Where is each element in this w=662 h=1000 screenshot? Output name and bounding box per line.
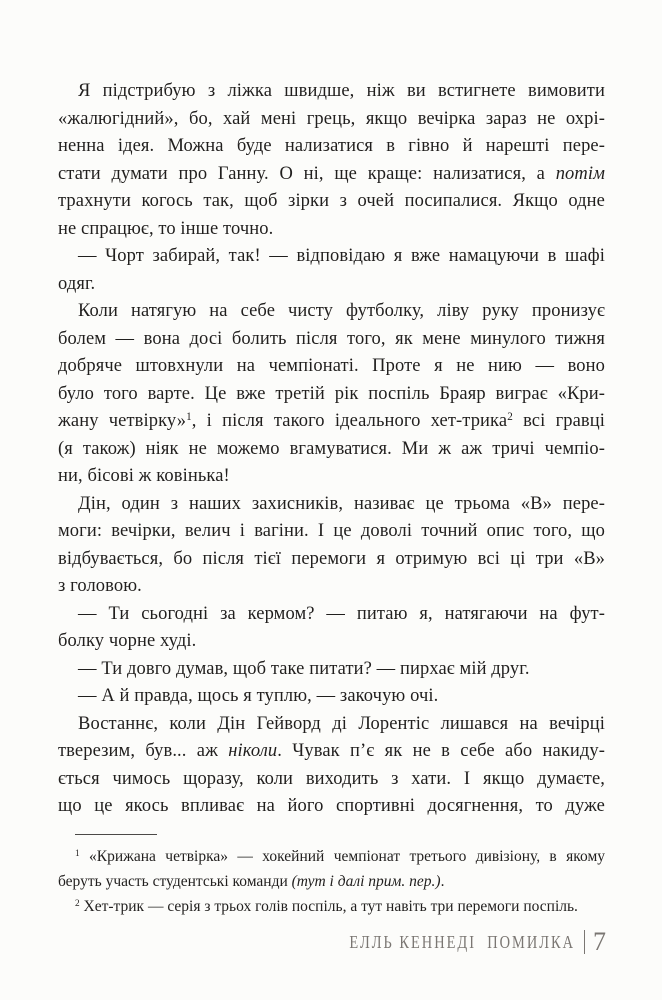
footer-meta (349, 932, 575, 953)
text-line (58, 188, 605, 216)
text-segment: тверезим, був... аж (58, 741, 229, 761)
text-segment: всі гравці (512, 411, 605, 431)
text-segment: що це якось впливає на його спортивні досягнення, то дуже (58, 796, 605, 816)
footnote-marker: 1 (75, 848, 80, 859)
footer-page-number: 7 (593, 927, 606, 956)
text-line (58, 656, 605, 684)
text-line (58, 326, 605, 354)
text-line (58, 546, 605, 574)
footer-book-title: ПОМИЛКА (487, 931, 575, 952)
text-segment: ни, бісові ж ковінька! (58, 466, 230, 486)
text-line (58, 436, 605, 464)
text-segment: моги: вечірки, велич і вагіни. І це доволі точний опис того, що (58, 521, 605, 541)
footnote-marker: 2 (75, 898, 80, 909)
text-segment: Дін, один з наших захисників, називає це трьома «В» пере- (78, 493, 605, 514)
paragraph (58, 711, 605, 821)
text-line (58, 243, 605, 271)
text-segment: (тут і далі прим. пер.) (291, 872, 441, 890)
text-line (58, 381, 605, 409)
text-segment: трахнути когось так, щоб зірки з очей посипалися. Якщо одне (58, 191, 605, 211)
text-segment: жану четвірку» (58, 411, 187, 431)
text-segment: — Чорт забирай, так! — відповідаю я вже намацуючи в шафі (78, 246, 605, 266)
text-line (58, 738, 605, 766)
text-segment: стати думати про Ганну. О ні, ще краще: нализатися, а (58, 163, 556, 184)
text-line (58, 271, 605, 299)
text-line (58, 216, 605, 244)
paragraph (58, 656, 605, 684)
text-line (58, 78, 605, 106)
text-segment: потім (555, 163, 605, 184)
text-segment: болем — вона досі болить після того, як мене минулого тижня (58, 328, 605, 349)
text-segment: «Крижана четвірка» — хокейний чемпіонат третього дивізіону, в якому (79, 847, 605, 865)
text-segment: Востаннє, коли Дін Гейворд ді Лорентіс лишався на вечірці (78, 713, 605, 734)
text-segment: (я також) ніяк не можемо вгамуватися. Ми ж аж тричі чемпіо- (58, 438, 605, 459)
text-line (58, 106, 605, 134)
footnote-marker: 2 (507, 411, 513, 424)
text-line (58, 161, 605, 189)
text-segment: ніколи (228, 741, 278, 761)
footnote (58, 894, 605, 919)
text-line (58, 298, 605, 326)
text-segment: ненна ідея. Можна буде нализатися в гівно й нарешті пере- (58, 136, 605, 156)
text-line (58, 601, 605, 629)
footer-author: ЕЛЛЬ КЕННЕДІ (349, 931, 477, 952)
text-segment: Коли натягую на себе чисту футболку, ліву руку пронизує (78, 301, 605, 321)
text-segment: одяг. (58, 273, 96, 294)
paragraph (58, 491, 605, 601)
text-segment: з головою. (58, 576, 142, 596)
text-segment: . (440, 872, 445, 890)
text-segment: — А й правда, щось я туплю, — закочую очі. (78, 686, 439, 706)
text-line (58, 894, 605, 919)
paragraph (58, 683, 605, 711)
text-line (58, 491, 605, 519)
paragraph (58, 298, 605, 491)
text-segment: не спрацює, то інше точно. (58, 218, 274, 239)
footnote (58, 844, 605, 894)
text-line (58, 844, 605, 869)
page-footer (293, 929, 606, 955)
text-line (58, 766, 605, 794)
text-segment: «жалюгідний», бо, хай мені грець, якщо вечірка зараз не охрі- (58, 108, 605, 129)
text-line (58, 711, 605, 739)
text-segment: . Чувак п’є як не в себе або накиду- (277, 741, 605, 761)
footnotes-separator (75, 834, 157, 835)
footnotes (58, 844, 605, 919)
text-line (58, 408, 605, 436)
text-segment: Я підстрибую з ліжка швидше, ніж ви встигнете вимовити (78, 81, 605, 101)
text-segment: — Ти сьогодні за кермом? — питаю я, натягаючи на фут- (78, 603, 605, 624)
text-line (58, 463, 605, 491)
text-segment: Хет-трик — серія з трьох голів поспіль, а тут навіть три перемоги поспіль. (79, 897, 578, 915)
text-line (58, 793, 605, 821)
body-text (58, 78, 605, 821)
footer-divider (584, 930, 585, 954)
text-segment: — Ти довго думав, щоб таке питати? — пирхає мій друг. (78, 658, 530, 679)
text-line (58, 133, 605, 161)
footnote-marker: 1 (186, 411, 192, 424)
text-line (58, 518, 605, 546)
text-segment: беруть участь студентські команди (58, 872, 292, 890)
text-line (58, 869, 605, 894)
text-segment: відбувається, бо після тієї перемоги я отримую всі ці три «В» (58, 548, 605, 569)
text-segment: добряче штовхнули на чемпіонаті. Проте я не нию — воно (58, 356, 605, 376)
paragraph (58, 78, 605, 243)
text-segment: , і після такого ідеального хет-трика (191, 411, 508, 431)
text-segment: ється чимось щоразу, коли виходить з хати. І якщо думаєте, (58, 768, 605, 789)
text-line (58, 353, 605, 381)
text-segment: болку чорне худі. (58, 631, 197, 651)
paragraph (58, 243, 605, 298)
text-line (58, 683, 605, 711)
text-line (58, 628, 605, 656)
text-segment: було того варте. Це вже третій рік поспіль Браяр виграє «Кри- (58, 383, 605, 404)
paragraph (58, 601, 605, 656)
text-line (58, 573, 605, 601)
